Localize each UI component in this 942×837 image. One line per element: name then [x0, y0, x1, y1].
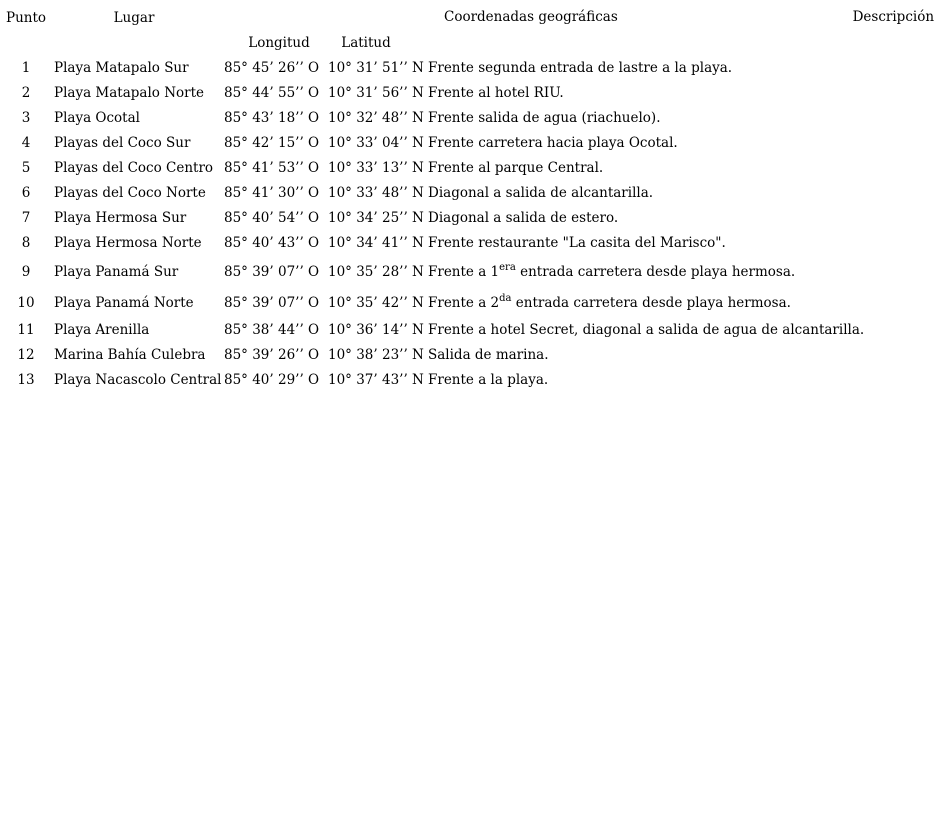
cell-longitud: 85° 40’ 54’’ O: [224, 209, 320, 226]
cell-lugar: Playa Hermosa Norte: [54, 234, 202, 251]
table-row: [0, 105, 942, 130]
cell-latitud: 10° 34’ 41’’ N: [328, 234, 424, 251]
cell-punto: 1: [21, 59, 31, 76]
cell-longitud: 85° 39’ 26’’ O: [224, 346, 320, 363]
cell-longitud: 85° 39’ 07’’ O: [224, 263, 320, 280]
table-row: [0, 80, 942, 105]
cell-longitud: 85° 41’ 53’’ O: [224, 159, 320, 176]
cell-lugar: Playa Hermosa Sur: [54, 209, 187, 226]
cell-longitud: 85° 43’ 18’’ O: [224, 109, 320, 126]
header-punto: Punto: [6, 9, 47, 26]
descripcion-text: Frente restaurante "La casita del Marisco".: [428, 234, 726, 251]
cell-punto: 11: [17, 321, 35, 338]
descripcion-text-continued: entrada carretera desde playa hermosa.: [515, 263, 796, 280]
cell-punto: 6: [21, 184, 31, 201]
table-row: [0, 130, 942, 155]
table-row: [0, 342, 942, 367]
table-row: [0, 367, 942, 392]
header-row: [0, 5, 942, 30]
cell-punto: 5: [21, 159, 31, 176]
cell-longitud: 85° 38’ 44’’ O: [224, 321, 320, 338]
cell-descripcion: [422, 155, 942, 180]
cell-latitud: 10° 36’ 14’’ N: [328, 321, 424, 338]
cell-descripcion: [422, 230, 942, 255]
cell-descripcion: [422, 286, 942, 317]
cell-longitud: 85° 40’ 29’’ O: [224, 371, 320, 388]
table-row: [0, 255, 942, 286]
cell-lugar: Playas del Coco Norte: [54, 184, 206, 201]
sampling-points-table: [0, 5, 942, 392]
descripcion-text: Frente a 2: [428, 294, 500, 311]
cell-latitud: 10° 32’ 48’’ N: [328, 109, 424, 126]
cell-descripcion: [422, 105, 942, 130]
descripcion-text: Frente a la playa.: [428, 371, 549, 388]
cell-descripcion: [422, 342, 942, 367]
cell-latitud: 10° 37’ 43’’ N: [328, 371, 424, 388]
cell-punto: 12: [17, 346, 35, 363]
cell-latitud: 10° 33’ 13’’ N: [328, 159, 424, 176]
cell-latitud: 10° 31’ 51’’ N: [328, 59, 424, 76]
descripcion-text: Frente salida de agua (riachuelo).: [428, 109, 661, 126]
descripcion-text: Frente a hotel Secret, diagonal a salida de agua de alcantarilla.: [428, 321, 865, 338]
cell-punto: 10: [17, 294, 35, 311]
cell-latitud: 10° 38’ 23’’ N: [328, 346, 424, 363]
cell-descripcion: [422, 205, 942, 230]
cell-lugar: Playas del Coco Sur: [54, 134, 191, 151]
table-row: [0, 286, 942, 317]
cell-descripcion: [422, 180, 942, 205]
header-longitud: Longitud: [248, 34, 310, 51]
table-row: [0, 180, 942, 205]
subheader-empty-punto: [0, 30, 50, 55]
cell-latitud: 10° 35’ 28’’ N: [328, 263, 424, 280]
cell-punto: 8: [21, 234, 31, 251]
descripcion-text: Frente carretera hacia playa Ocotal.: [428, 134, 678, 151]
cell-latitud: 10° 31’ 56’’ N: [328, 84, 424, 101]
cell-descripcion: [422, 317, 942, 342]
descripcion-superscript: da: [499, 292, 512, 304]
table-body: [0, 55, 942, 392]
header-coordenadas: Coordenadas geográficas: [444, 9, 618, 25]
cell-punto: 9: [21, 263, 31, 280]
cell-descripcion: [422, 55, 942, 80]
descripcion-text-continued: entrada carretera desde playa hermosa.: [511, 294, 791, 311]
descripcion-text: Frente a 1: [428, 263, 500, 280]
cell-lugar: Playa Matapalo Norte: [54, 84, 204, 101]
cell-longitud: 85° 45’ 26’’ O: [224, 59, 320, 76]
cell-longitud: 85° 40’ 43’’ O: [224, 234, 320, 251]
cell-punto: 4: [21, 134, 31, 151]
cell-punto: 13: [17, 371, 35, 388]
cell-lugar: Playa Ocotal: [54, 109, 140, 126]
cell-lugar: Playa Arenilla: [54, 321, 150, 338]
descripcion-text: Frente al hotel RIU.: [428, 84, 564, 101]
table-row: [0, 317, 942, 342]
descripcion-text: Frente segunda entrada de lastre a la playa.: [428, 59, 733, 76]
header-coordenadas-descripcion: [218, 5, 942, 30]
header-latitud: Latitud: [341, 34, 391, 51]
subheader-empty-desc: [422, 30, 942, 55]
cell-longitud: 85° 39’ 07’’ O: [224, 294, 320, 311]
header-lugar: Lugar: [113, 9, 155, 26]
cell-lugar: Marina Bahía Culebra: [54, 346, 206, 363]
table-row: [0, 155, 942, 180]
header-descripcion: Descripción: [852, 9, 935, 25]
descripcion-text: Frente al parque Central.: [428, 159, 604, 176]
table-row: [0, 230, 942, 255]
descripcion-text: Diagonal a salida de alcantarilla.: [428, 184, 654, 201]
cell-latitud: 10° 35’ 42’’ N: [328, 294, 424, 311]
cell-lugar: Playa Panamá Sur: [54, 263, 179, 280]
subheader-empty-lugar: [50, 30, 218, 55]
cell-lugar: Playa Nacascolo Central: [54, 371, 222, 388]
cell-longitud: 85° 44’ 55’’ O: [224, 84, 320, 101]
cell-longitud: 85° 42’ 15’’ O: [224, 134, 320, 151]
cell-punto: 7: [21, 209, 31, 226]
cell-latitud: 10° 33’ 04’’ N: [328, 134, 424, 151]
descripcion-superscript: era: [499, 261, 516, 273]
cell-lugar: Playas del Coco Centro: [54, 159, 214, 176]
cell-descripcion: [422, 255, 942, 286]
cell-descripcion: [422, 367, 942, 392]
descripcion-text: Salida de marina.: [428, 346, 549, 363]
descripcion-text: Diagonal a salida de estero.: [428, 209, 619, 226]
table-row: [0, 55, 942, 80]
cell-lugar: Playa Panamá Norte: [54, 294, 194, 311]
cell-latitud: 10° 34’ 25’’ N: [328, 209, 424, 226]
cell-latitud: 10° 33’ 48’’ N: [328, 184, 424, 201]
cell-longitud: 85° 41’ 30’’ O: [224, 184, 320, 201]
cell-punto: 2: [21, 84, 31, 101]
cell-lugar: Playa Matapalo Sur: [54, 59, 189, 76]
cell-punto: 3: [21, 109, 31, 126]
table-row: [0, 205, 942, 230]
subheader-row: [0, 30, 942, 55]
cell-descripcion: [422, 80, 942, 105]
cell-descripcion: [422, 130, 942, 155]
